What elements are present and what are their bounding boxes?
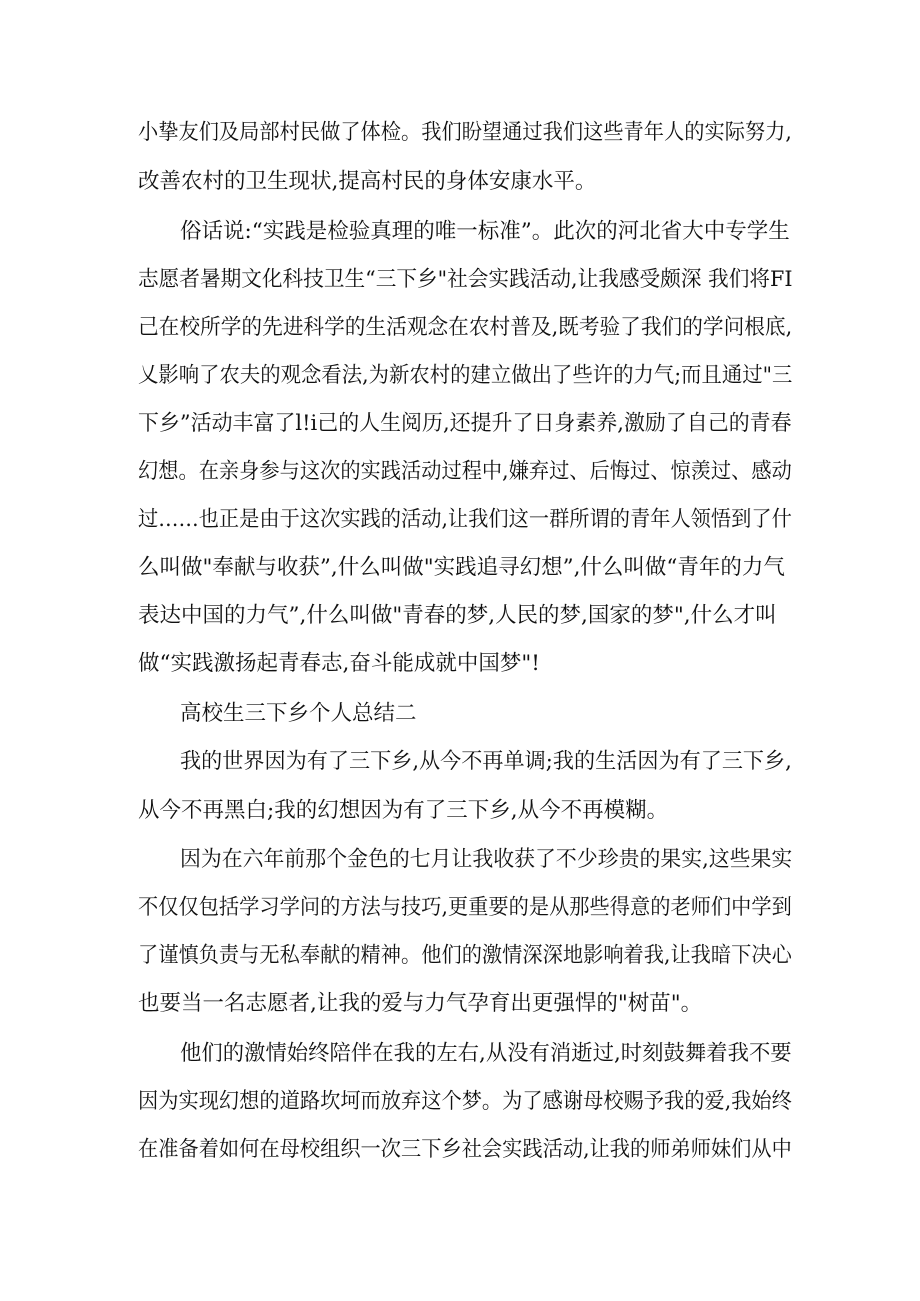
text-line: 他们的激情始终陪伴在我的左右,从没有消逝过,时刻鼓舞着我不要 xyxy=(180,1041,792,1066)
text-line: 俗话说:“实践是检验真理的唯一标准”。此次的河北省大中专学生 xyxy=(180,219,790,244)
text-line: 改善农村的卫生现状,提高村民的身体安康水平。 xyxy=(138,169,597,194)
text-line: 我的世界因为有了三下乡,从今不再单调;我的生活因为有了三下乡, xyxy=(180,749,792,774)
section-heading: 高校生三下乡个人总结二 xyxy=(180,701,417,726)
text-line: 乂影响了农夫的观念看法,为新农村的建立做出了些许的力气;而且通过"三 xyxy=(138,363,793,388)
text-line: 不仅仅包括学习学问的方法与技巧,更重要的是从那些得意的老师们中学到 xyxy=(138,895,792,920)
text-line: 表达中国的力气”,什么叫做"青春的梦,人民的梦,国家的梦",什么才叫 xyxy=(138,603,777,628)
text-line: 下乡”活动丰富了l!i己的人生阅历,还提升了日身素养,激励了自己的青春 xyxy=(138,411,792,436)
text-line: 了谨慎负责与无私奉献的精神。他们的激情深深地影响着我,让我暗下决心 xyxy=(138,943,792,968)
text-line: 因为实现幻想的道路坎坷而放弃这个梦。为了感谢母校赐予我的爱,我始终 xyxy=(138,1089,792,1114)
text-line: 么叫做"奉献与收获”,什么叫做"实践追寻幻想”,什么叫做“青年的力气 xyxy=(138,555,785,580)
text-line: 做“实践激扬起青春志,奋斗能成就中国梦"! xyxy=(138,651,540,676)
text-line: 己在校所学的先进科学的生活观念在农村普及,既考验了我们的学问根底, xyxy=(138,315,793,340)
text-line: 过……也正是由于这次实践的活动,让我们这一群所谓的青年人领悟到了什 xyxy=(138,507,792,532)
text-line: 在准备着如何在母校组织一次三下乡社会实践活动,让我的师弟师妹们从中 xyxy=(138,1137,792,1162)
text-line: 小挚友们及局部村民做了体检。我们盼望通过我们这些青年人的实际努力, xyxy=(138,120,792,145)
text-line: 幻想。在亲身参与这次的实践活动过程中,嫌弃过、后悔过、惊羡过、感动 xyxy=(138,459,792,484)
text-line: 也要当一名志愿者,让我的爱与力气孕育出更强悍的"树苗"。 xyxy=(138,991,703,1016)
text-line: 因为在六年前那个金色的七月让我收获了不少珍贵的果实,这些果实 xyxy=(180,847,793,872)
text-line: 志愿者暑期文化科技卫生“三下乡"社会实践活动,让我感受颇深 我们将FI xyxy=(138,267,793,292)
text-line: 从今不再黑白;我的幻想因为有了三下乡,从今不再模糊。 xyxy=(138,798,669,823)
